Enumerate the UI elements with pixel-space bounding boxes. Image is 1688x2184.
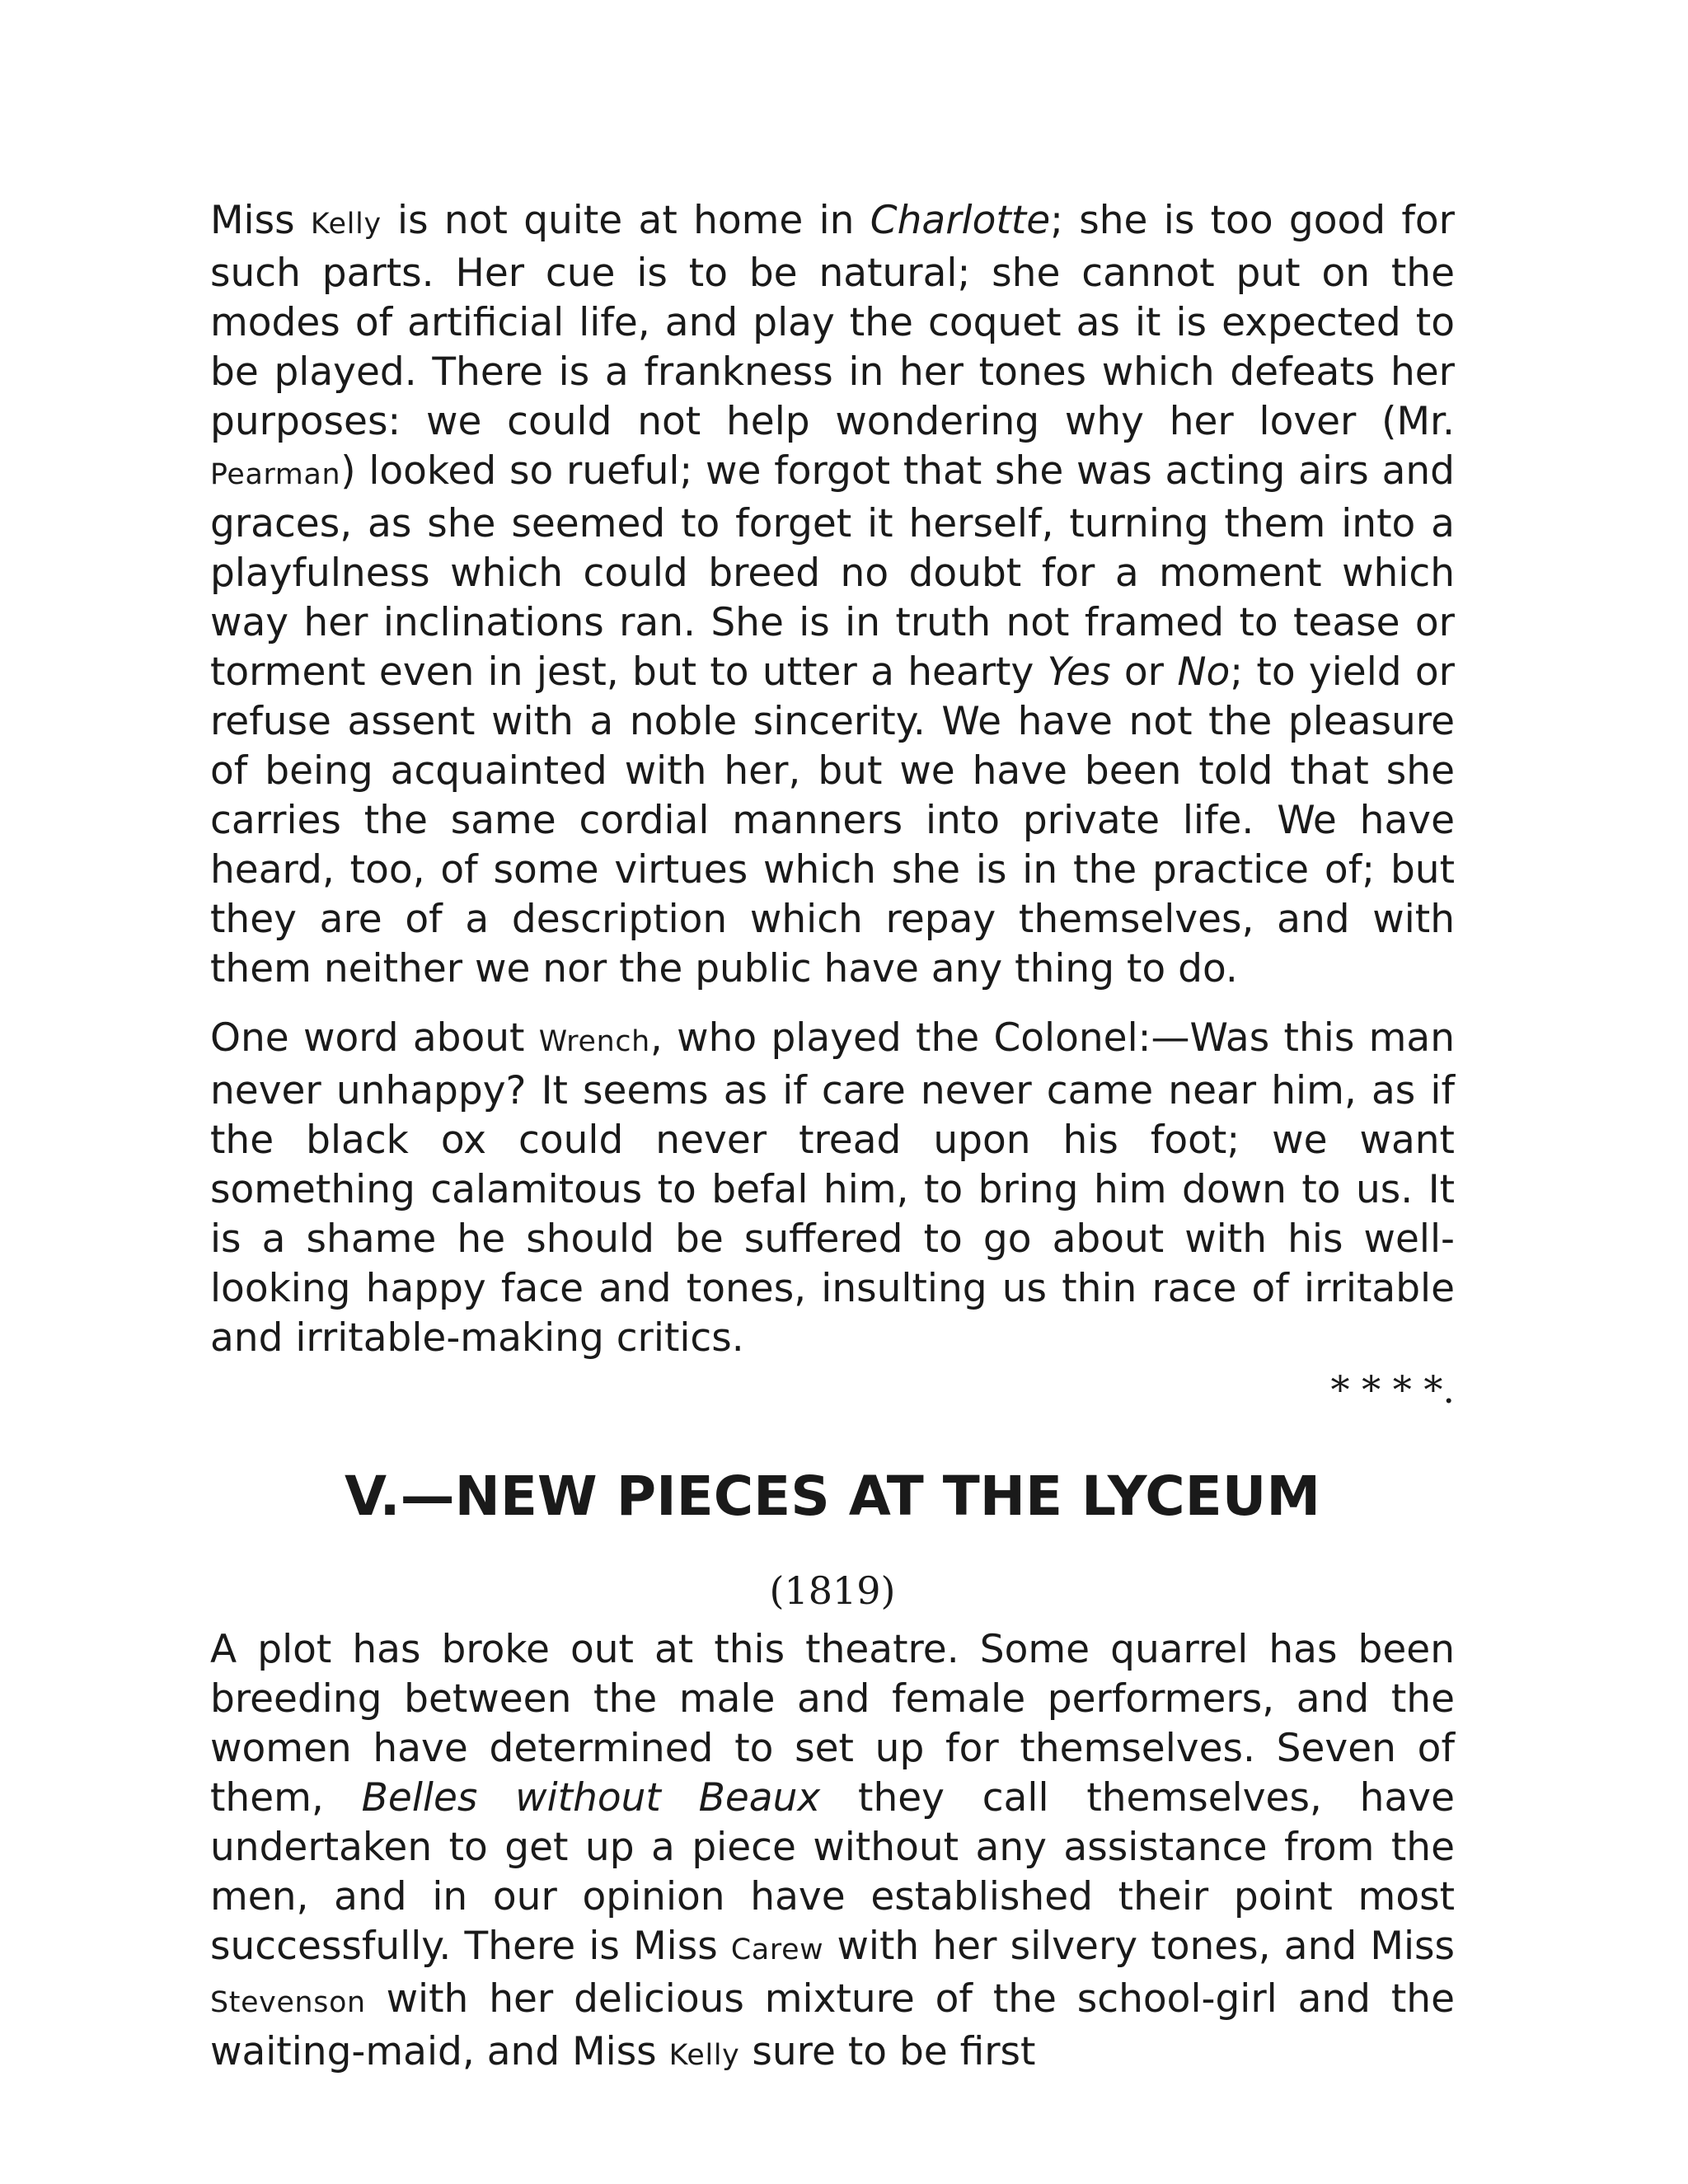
small-caps-name-carew: Carew [730, 1933, 824, 1966]
text-run: A plot has broke out at this theatre. Some quarrel has been breeding between the male and female performers, and the women have determined to set up for themselves. Seven of them, [210, 1627, 1455, 1821]
italic-no: No [1177, 649, 1231, 695]
text-run: , who played the Colonel:—Was this man never unhappy? It seems as if care never came near him, as if the black ox could never tread upon his foot; we want something calamitous to befal him, to bring him down to us. It is a shame he should be suffered to go about with his well-looking happy face and tones, insulting us thin race of irritable and irritable-making critics. [210, 1015, 1455, 1361]
text-run: Miss [210, 198, 311, 243]
small-caps-name-pearman: Pearman [210, 458, 341, 491]
small-caps-name-wrench: Wrench [538, 1025, 650, 1058]
text-run: One word about [210, 1015, 539, 1061]
text-run: is not quite at home in [381, 198, 870, 243]
text-run: sure to be first [739, 2029, 1036, 2074]
text-run: ) looked so rueful; we forgot that she was acting airs and graces, as she seemed to forget it herself, turning them into a playfulness which could breed no doubt for a moment which way her inclinations ran. She is in truth not framed to tease or torment even in jest, but to utter a hearty [210, 448, 1455, 695]
text-run: they call themselves, have undertaken to get up a piece without any assistance from the men, and in our opinion have established their point most successfully. There is Miss [210, 1775, 1456, 1969]
small-caps-name-kelly: Kelly [310, 208, 382, 241]
paragraph-lyceum-plot [210, 1625, 1455, 2080]
italic-title-charlotte: Charlotte [870, 198, 1051, 243]
section-date: (1819) [769, 1568, 896, 1613]
small-caps-name-kelly: Kelly [668, 2039, 740, 2072]
paragraph-wrench [210, 1014, 1455, 1363]
text-run: ; to yield or refuse assent with a noble sincerity. We have not the pleasure of being acquainted with her, but we have been told that she carries the same cordial manners into private life. We have heard, too, of some virtues which she is in the practice of; but they are of a description which repay themselves, and with them neither we nor the public have any thing to do. [210, 649, 1455, 991]
author-signature: * * * *. [1330, 1367, 1455, 1412]
text-run: ; she is too good for such parts. Her cue is to be natural; she cannot put on the modes of artificial life, and play the coquet as it is expected to be played. There is a frankness in her tones which defeats her purposes: we could not help wondering why her lover (Mr. [210, 198, 1456, 444]
text-run: with her silvery tones, and Miss [823, 1924, 1455, 1969]
italic-yes: Yes [1047, 649, 1111, 695]
italic-title-belles-without-beaux: Belles without Beaux [361, 1775, 821, 1821]
section-heading: V.—NEW PIECES AT THE LYCEUM [344, 1465, 1321, 1528]
paragraph-kelly-charlotte [210, 196, 1455, 994]
small-caps-name-stevenson: Stevenson [210, 1986, 366, 2019]
text-run: or [1110, 649, 1178, 695]
text-run: with her delicious mixture of the school-girl and the waiting-maid, and Miss [210, 1976, 1455, 2074]
document-page [210, 196, 1455, 2080]
